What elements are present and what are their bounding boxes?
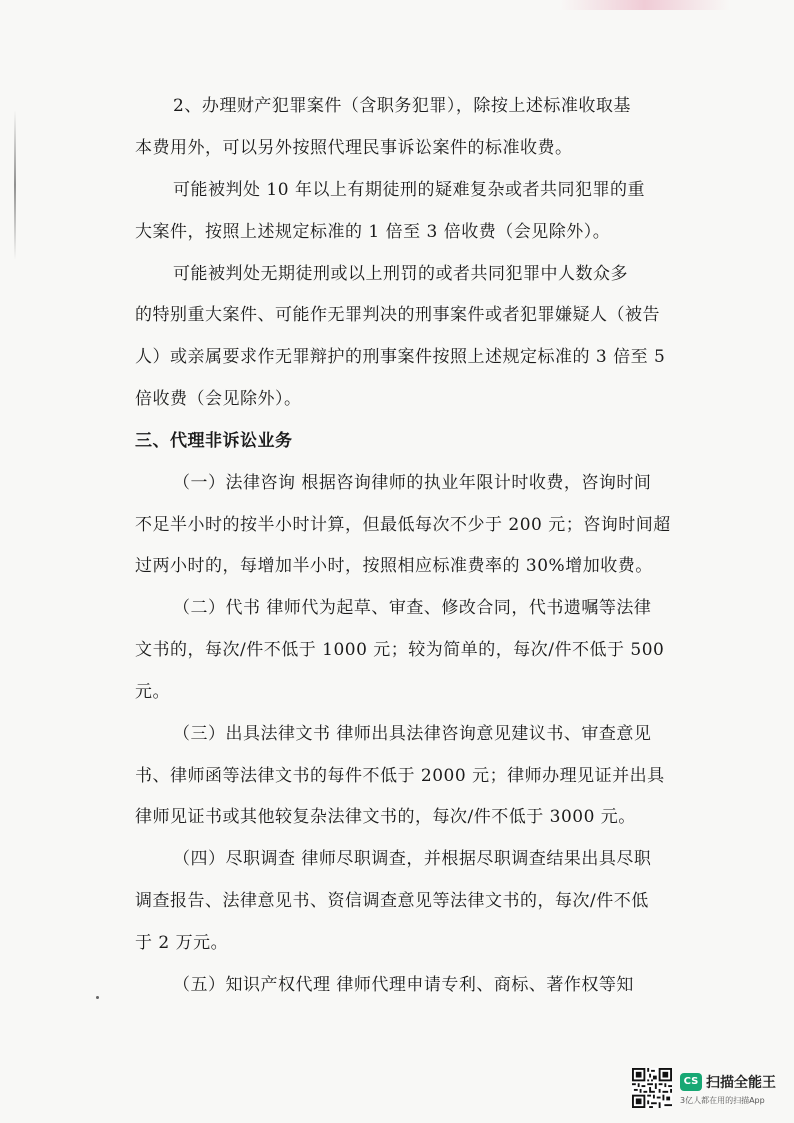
- text-line: 大案件，按照上述规定标准的 1 倍至 3 倍收费（会见除外）。: [135, 222, 611, 242]
- text-line: 人）或亲属要求作无罪辩护的刑事案件按照上述规定标准的 3 倍至 5: [135, 347, 666, 367]
- section-heading: 三、代理非诉讼业务: [135, 431, 293, 451]
- text-line: 可能被判处无期徒刑或以上刑罚的或者共同犯罪中人数众多: [173, 264, 628, 284]
- scan-margin-mark: [14, 110, 16, 260]
- text-line: 于 2 万元。: [135, 933, 229, 953]
- text-line: （四）尽职调查 律师尽职调查，并根据尽职调查结果出具尽职: [173, 849, 652, 869]
- text-line: 文书的，每次/件不低于 1000 元；较为简单的，每次/件不低于 500: [135, 640, 665, 660]
- text-line: 不足半小时的按半小时计算，但最低每次不少于 200 元；咨询时间超: [135, 515, 671, 535]
- text-line: 过两小时的，每增加半小时，按照相应标准费率的 30%增加收费。: [135, 556, 653, 576]
- scanner-watermark: [632, 1068, 782, 1112]
- watermark-brand-name: 扫描全能王: [706, 1075, 776, 1091]
- text-line: 元。: [135, 682, 170, 702]
- camscanner-logo: CS: [680, 1073, 702, 1091]
- text-line: 倍收费（会见除外）。: [135, 389, 302, 409]
- text-line: （三）出具法律文书 律师出具法律咨询意见建议书、审查意见: [173, 724, 652, 744]
- text-line: 律师见证书或其他较复杂法律文书的，每次/件不低于 3000 元。: [135, 807, 636, 827]
- qr-code-icon: [632, 1068, 672, 1108]
- text-line: 的特别重大案件、可能作无罪判决的刑事案件或者犯罪嫌疑人（被告: [135, 305, 660, 325]
- text-line: 书、律师函等法律文书的每件不低于 2000 元；律师办理见证并出具: [135, 766, 665, 786]
- text-line: 可能被判处 10 年以上有期徒刑的疑难复杂或者共同犯罪的重: [173, 180, 645, 200]
- watermark-tagline: 3亿人都在用的扫描App: [680, 1096, 765, 1105]
- scan-stain: [560, 0, 730, 10]
- text-line: （五）知识产权代理 律师代理申请专利、商标、著作权等知: [173, 975, 634, 995]
- text-line: （一）法律咨询 根据咨询律师的执业年限计时收费，咨询时间: [173, 473, 652, 493]
- text-line: 调查报告、法律意见书、资信调查意见等法律文书的，每次/件不低: [135, 891, 649, 911]
- text-line: （二）代书 律师代为起草、审查、修改合同，代书遗嘱等法律: [173, 598, 652, 618]
- text-line: 本费用外，可以另外按照代理民事诉讼案件的标准收费。: [135, 138, 573, 158]
- scan-speck: [96, 996, 99, 999]
- text-line: 2、办理财产犯罪案件（含职务犯罪），除按上述标准收取基: [173, 96, 631, 116]
